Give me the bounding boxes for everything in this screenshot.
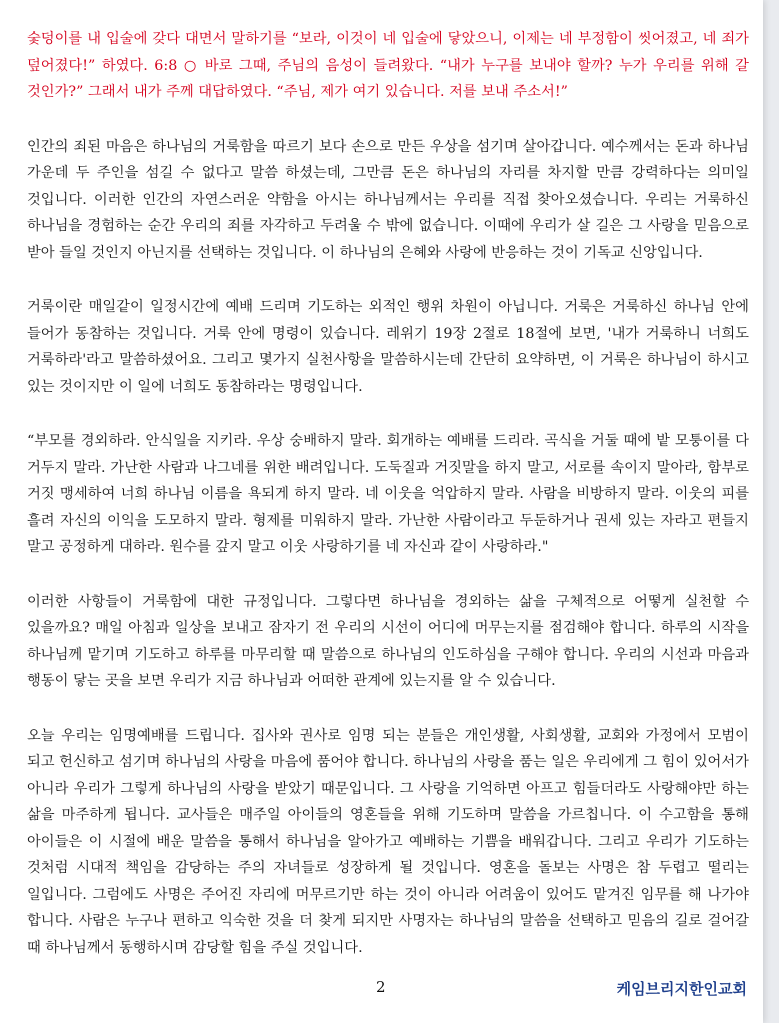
sermon-paragraph-1: 인간의 죄된 마음은 하나님의 거룩함을 따르기 보다 손으로 만든 우상을 섬기며 살아갑니다. 예수께서는 돈과 하나님 가운데 두 주인을 섬길 수 없다고 말씀 하셨는데, 그만큼 돈은 하나님의 자리를 차지할 만큼 강력하다는 의미일 것입니다. 이러한 인간의 자연스러운 약함을 아시는 하나님께서는 우리를 직접 찾아오셨습니다. 우리는 거룩하신 하나님을 경험하는 순간 우리의 죄를 자각하고 두려울 수 밖에 없습니다. 이때에 우리가 살 길은 그 사랑을 믿음으로 받아 들일 것인지 아닌지를 선택하는 것입니다. 이 하나님의 은혜와 사랑에 반응하는 것이 기독교 신앙입니다. — [27, 138, 749, 261]
document-body — [27, 26, 749, 989]
church-name: 케임브리지한인교회 — [616, 980, 747, 998]
sermon-paragraph-4: 이러한 사항들이 거룩함에 대한 규정입니다. 그렇다면 하나님을 경외하는 삶을 구체적으로 어떻게 실천할 수 있을까요? 매일 아침과 일상을 보내고 잠자기 전 우리의 시선이 어디에 머무는지를 점검해야 합니다. 하루의 시작을 하나님께 맡기며 기도하고 하루를 마무리할 때 말씀으로 하나님의 인도하심을 구해야 합니다. 우리의 시선과 마음과 행동이 닿는 곳을 보면 우리가 지금 하나님과 어떠한 관계에 있는지를 알 수 있습니다. — [27, 593, 750, 689]
sermon-paragraph-2: 거룩이란 매일같이 일정시간에 예배 드리며 기도하는 외적인 행위 차원이 아닙니다. 거룩은 거룩하신 하나님 안에 들어가 동참하는 것입니다. 거룩 안에 명령이 있습니다. 레위기 19장 2절로 18절에 보면, '내가 거룩하니 너희도 거룩하라'라고 말씀하셨어요. 그리고 몇가지 실천사항을 말씀하시는데 간단히 요약하면, 이 거룩은 하나님이 하시고 있는 것이지만 이 일에 너희도 동참하라는 명령입니다. — [27, 299, 749, 395]
scripture-passage: 숯덩이를 내 입술에 갖다 대면서 말하기를 “보라, 이것이 네 입술에 닿았으니, 이제는 네 부정함이 씻어졌고, 네 죄가 덮어졌다!” 하였다. 6:8 ○ 바로 그때, 주님의 음성이 들려왔다. “내가 누구를 보내야 할까? 누가 우리를 위해 갈 것인가?” 그래서 내가 주께 대답하였다. “주님, 제가 여기 있습니다. 저를 보내 주소서!” — [27, 31, 749, 100]
sermon-paragraph-3: “부모를 경외하라. 안식일을 지키라. 우상 숭배하지 말라. 회개하는 예배를 드리라. 곡식을 거둘 때에 밭 모퉁이를 다 거두지 말라. 가난한 사람과 나그네를 위한 배려입니다. 도둑질과 거짓말을 하지 말고, 서로를 속이지 말아라, 함부로 거짓 맹세하여 너희 하나님 이름을 욕되게 하지 말라. 네 이웃을 억압하지 말라. 사람을 비방하지 말라. 이웃의 피를 흘려 자신의 이익을 도모하지 말라. 형제를 미워하지 말라. 가난한 사람이라고 두둔하거나 권세 있는 자라고 편들지 말고 공정하게 대하라. 원수를 갚지 말고 이웃 사랑하기를 네 자신과 같이 사랑하라." — [27, 433, 749, 555]
sermon-paragraph-5: 오늘 우리는 임명예배를 드립니다. 집사와 권사로 임명 되는 분들은 개인생활, 사회생활, 교회와 가정에서 모범이 되고 헌신하고 섬기며 하나님의 사랑을 마음에 품어야 합니다. 하나님의 사랑을 품는 일은 우리에게 그 힘이 있어서가 아니라 우리가 그렇게 하나님의 사랑을 받았기 때문입니다. 그 사랑을 기억하면 아프고 힘들더라도 사랑해야만 하는 삶을 마주하게 됩니다. 교사들은 매주일 아이들의 영혼들을 위해 기도하며 말씀을 가르칩니다. 이 수고함을 통해 아이들은 이 시절에 배운 말씀을 통해서 하나님을 알아가고 예배하는 기쁨을 배워갑니다. 그리고 우리가 기도하는 것처럼 시대적 책임을 감당하는 주의 자녀들로 성장하게 될 것입니다. 영혼을 돌보는 사명은 참 두렵고 떨리는 일입니다. 그럼에도 사명은 주어진 자리에 머무르기만 하는 것이 아니라 어려움이 있어도 맡겨진 임무를 해 나가야 합니다. 사람은 누구나 편하고 익숙한 것을 더 찾게 되지만 사명자는 하나님의 말씀을 선택하고 믿음의 길로 걸어갈 때 하나님께서 동행하시며 감당할 힘을 주실 것입니다. — [27, 727, 749, 956]
page-number: 2 — [376, 978, 386, 996]
